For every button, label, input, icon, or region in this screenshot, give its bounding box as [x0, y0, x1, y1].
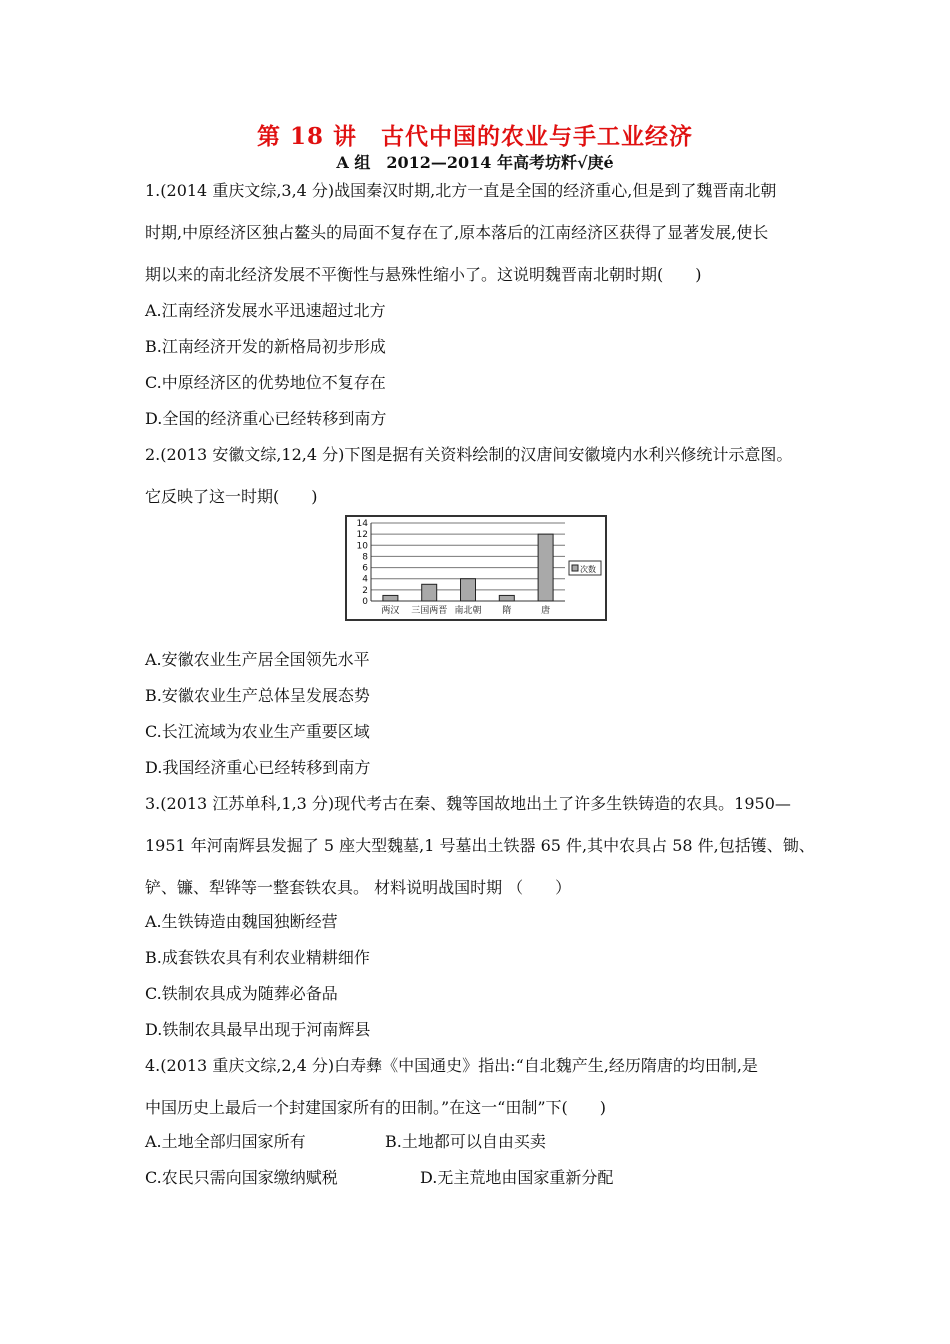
y-tick-label: 4	[362, 574, 368, 585]
irrigation-bar-chart	[345, 515, 607, 621]
x-tick-label: 两汉	[381, 606, 400, 616]
page-subtitle: A 组 2012—2014 年高考坊粁√庚é	[336, 153, 614, 172]
q3-stem-line-3: 铲、镰、犁铧等一整套铁农具。 材料说明战国时期 （ ）	[145, 878, 572, 897]
legend-swatch	[572, 565, 578, 571]
bar-隋	[499, 595, 514, 601]
q1-stem-line-2: 时期,中原经济区独占鳌头的局面不复存在了,原本落后的江南经济区获得了显著发展,使长	[145, 223, 769, 242]
page-title: 第 18 讲 古代中国的农业与手工业经济	[256, 123, 694, 150]
x-tick-label: 南北朝	[454, 606, 482, 616]
chart-canvas	[347, 517, 605, 619]
bar-唐	[538, 534, 553, 601]
x-tick-label: 三国两晋	[411, 606, 448, 616]
y-tick-label: 12	[356, 530, 368, 541]
q3-option-d: D.铁制农具最早出现于河南辉县	[145, 1020, 371, 1039]
q4-option-b: B.土地都可以自由买卖	[385, 1132, 546, 1151]
bar-南北朝	[461, 579, 476, 601]
y-tick-label: 6	[362, 563, 368, 574]
q3-option-a: A.生铁铸造由魏国独断经营	[145, 912, 338, 931]
q2-option-a: A.安徽农业生产居全国领先水平	[145, 650, 370, 669]
legend-label: 次数	[580, 565, 596, 574]
q2-option-b: B.安徽农业生产总体呈发展态势	[145, 686, 370, 705]
bar-三国两晋	[422, 584, 437, 601]
q2-stem-line-2: 它反映了这一时期( )	[145, 487, 318, 506]
q1-option-c: C.中原经济区的优势地位不复存在	[145, 373, 386, 392]
y-tick-label: 8	[362, 552, 368, 563]
q2-option-d: D.我国经济重心已经转移到南方	[145, 758, 371, 777]
y-tick-label: 2	[362, 585, 368, 596]
q1-option-b: B.江南经济开发的新格局初步形成	[145, 337, 386, 356]
q4-option-a: A.土地全部归国家所有	[145, 1132, 306, 1151]
q4-option-d: D.无主荒地由国家重新分配	[420, 1168, 614, 1187]
q4-stem-line-1: 4.(2013 重庆文综,2,4 分)白寿彝《中国通史》指出:“自北魏产生,经历隋唐的均田制,是	[145, 1056, 758, 1075]
y-tick-label: 10	[356, 541, 368, 552]
bar-两汉	[383, 595, 398, 601]
y-tick-label: 0	[362, 597, 368, 607]
q1-option-d: D.全国的经济重心已经转移到南方	[145, 409, 387, 428]
q2-stem-line-1: 2.(2013 安徽文综,12,4 分)下图是据有关资料绘制的汉唐间安徽境内水利兴修统计示意图。	[145, 445, 793, 464]
q3-stem-line-2: 1951 年河南辉县发掘了 5 座大型魏墓,1 号墓出土铁器 65 件,其中农具占 58 件,包括镬、锄、	[145, 836, 815, 855]
x-tick-label: 唐	[541, 606, 551, 616]
q3-stem-line-1: 3.(2013 江苏单科,1,3 分)现代考古在秦、魏等国故地出土了许多生铁铸造的农具。1950—	[145, 794, 791, 813]
q3-option-c: C.铁制农具成为随葬必备品	[145, 984, 338, 1003]
q4-stem-line-2: 中国历史上最后一个封建国家所有的田制。”在这一“田制”下( )	[145, 1098, 607, 1117]
x-tick-label: 隋	[502, 606, 512, 616]
q4-option-c: C.农民只需向国家缴纳赋税	[145, 1168, 338, 1187]
q1-stem-line-3: 期以来的南北经济发展不平衡性与悬殊性缩小了。这说明魏晋南北朝时期( )	[145, 265, 702, 284]
q1-stem-line-1: 1.(2014 重庆文综,3,4 分)战国秦汉时期,北方一直是全国的经济重心,但是到了魏晋南北朝	[145, 181, 777, 200]
q1-option-a: A.江南经济发展水平迅速超过北方	[145, 301, 386, 320]
y-tick-label: 14	[356, 519, 368, 529]
q3-option-b: B.成套铁农具有利农业精耕细作	[145, 948, 370, 967]
q2-option-c: C.长江流域为农业生产重要区域	[145, 722, 370, 741]
